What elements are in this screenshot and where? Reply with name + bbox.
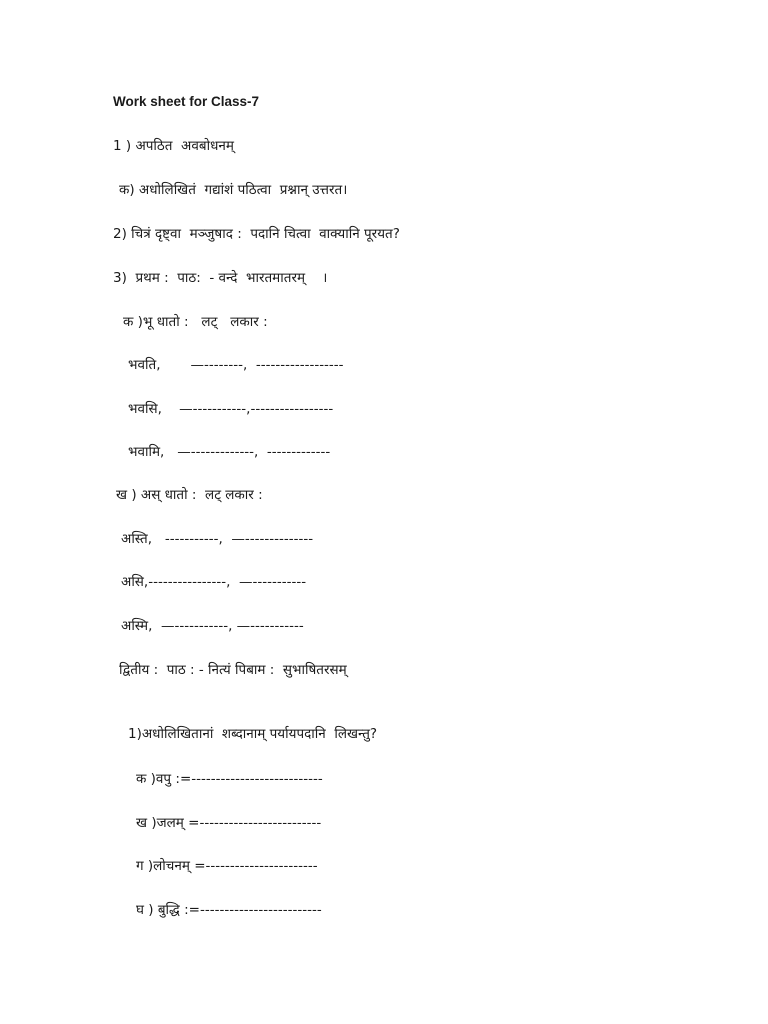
bhavasi-row: भवसि, —-----------,----------------- bbox=[128, 401, 334, 417]
section-2-heading: 2) चित्रं दृष्ट्वा मञ्जुषाद : पदानि चित्वा वाक्यानि पूरयत? bbox=[113, 226, 400, 242]
bhavati-row: भवति, —--------, ------------------ bbox=[128, 357, 344, 373]
synonym-item-vapu: क )वपु :=--------------------------- bbox=[136, 771, 323, 787]
as-dhatu-heading: ख ) अस् धातो : लट् लकार : bbox=[116, 487, 263, 503]
section-3-heading: 3) प्रथम : पाठ: - वन्दे भारतमातरम् । bbox=[113, 270, 328, 286]
asmi-row: अस्मि, —-----------, —----------- bbox=[121, 618, 304, 634]
synonym-item-jalam: ख )जलम् =------------------------- bbox=[136, 815, 322, 831]
section-1-instruction: क) अधोलिखितं गद्यांशं पठित्वा प्रश्नान् उत्तरत। bbox=[119, 182, 348, 198]
bhu-dhatu-heading: क )भू धातो : लट् लकार : bbox=[123, 314, 268, 330]
section-1-heading: 1 ) अपठित अवबोधनम् bbox=[113, 138, 234, 154]
synonym-item-lochanam: ग )लोचनम् =----------------------- bbox=[136, 858, 318, 874]
synonyms-instruction: 1)अधोलिखितानां शब्दानाम् पर्यायपदानि लिखन्तु? bbox=[128, 726, 378, 742]
asi-row: असि,----------------, —----------- bbox=[121, 574, 307, 590]
second-lesson-heading: द्वितीय : पाठ : - नित्यं पिबाम : सुभाषितरसम् bbox=[119, 662, 347, 678]
synonym-item-buddhi: घ ) बुद्धि :=------------------------- bbox=[136, 902, 322, 918]
asti-row: अस्ति, -----------, —-------------- bbox=[121, 531, 314, 547]
bhavami-row: भवामि, —-------------, ------------- bbox=[128, 444, 331, 460]
worksheet-title: Work sheet for Class-7 bbox=[113, 94, 260, 109]
